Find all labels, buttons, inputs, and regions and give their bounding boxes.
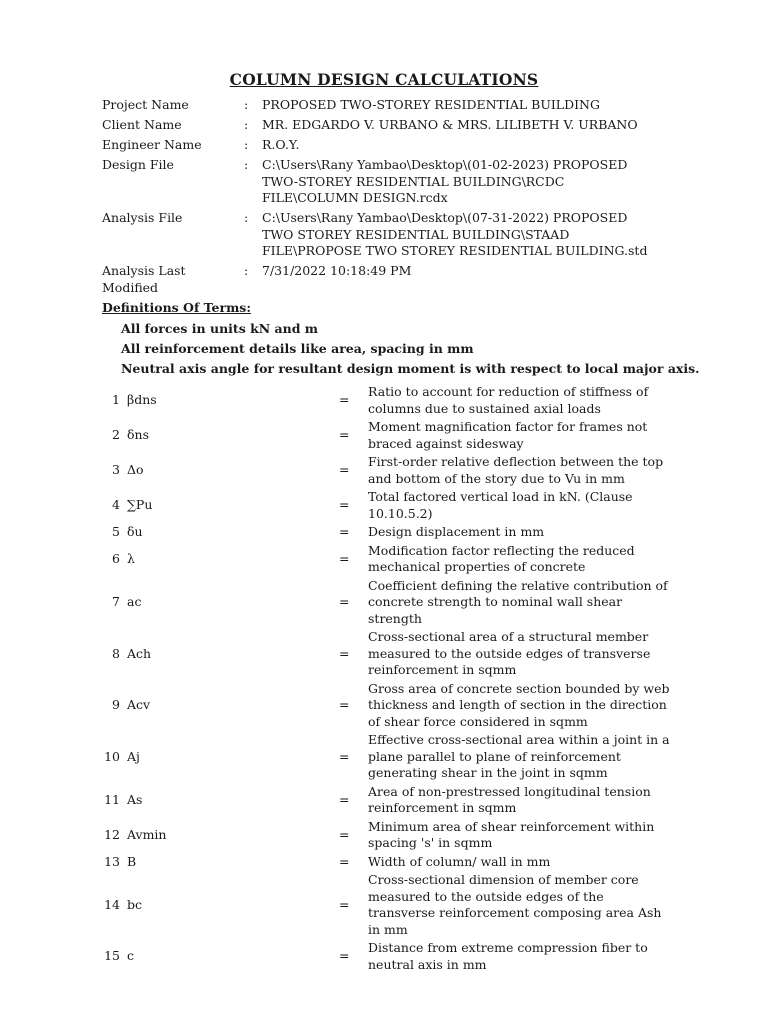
info-row-engineer-name [102, 137, 682, 154]
term-row [100, 524, 680, 541]
term-description: Distance from extreme compression fiber to neutral axis in mm [368, 940, 648, 972]
term-description: Coefficient defining the relative contribution of concrete strength to nominal wall shear strength [368, 577, 668, 626]
term-equals: = [339, 948, 350, 964]
info-label: Client Name [102, 117, 182, 132]
term-number: 13 [104, 853, 120, 869]
term-symbol: λ [127, 550, 135, 566]
term-row [100, 419, 680, 452]
term-row [100, 940, 680, 973]
term-description: First-order relative deflection between the top and bottom of the story due to Vu in mm [368, 454, 664, 486]
term-symbol: Ach [127, 645, 152, 661]
info-colon: : [244, 210, 249, 225]
term-number: 2 [112, 427, 120, 443]
term-row [100, 454, 680, 487]
term-number: 10 [104, 748, 120, 764]
term-symbol: As [127, 791, 143, 807]
note-reinforcement: All reinforcement details like area, spacing in mm [121, 341, 474, 356]
project-info [102, 97, 682, 300]
term-equals: = [339, 594, 350, 609]
terms-table [100, 384, 680, 975]
term-description: Ratio to account for reduction of stiffness of columns due to sustained axial loads [368, 384, 649, 416]
term-row [100, 543, 680, 576]
info-value: C:\Users\Rany Yambao\Desktop\(01-02-2023) PROPOSED TWO-STOREY RESIDENTIAL BUILDING\RCDC FILE\COLUMN DESIGN.rcdx [262, 157, 628, 205]
term-number: 11 [104, 791, 120, 807]
notes-list [121, 321, 721, 381]
definitions-heading: Definitions Of Terms: [102, 300, 251, 315]
term-symbol: δns [127, 427, 149, 443]
term-row [100, 784, 680, 817]
info-colon: : [244, 117, 249, 132]
term-equals: = [339, 524, 350, 539]
term-equals: = [339, 826, 350, 842]
term-description: Total factored vertical load in kN. (Clause 10.10.5.2) [368, 489, 633, 521]
term-row [100, 732, 680, 782]
info-row-design-file [102, 157, 682, 207]
term-description: Area of non-prestressed longitudinal tension reinforcement in sqmm [368, 783, 651, 815]
term-row [100, 578, 680, 628]
term-row [100, 854, 680, 871]
info-colon: : [244, 137, 249, 152]
term-number: 5 [112, 524, 120, 539]
info-value: MR. EDGARDO V. URBANO & MRS. LILIBETH V. URBANO [262, 117, 638, 132]
info-colon: : [244, 97, 249, 112]
term-symbol: ∑Pu [127, 497, 153, 513]
term-number: 6 [112, 550, 120, 566]
note-units: All forces in units kN and m [121, 321, 319, 336]
info-value: C:\Users\Rany Yambao\Desktop\(07-31-2022) PROPOSED TWO STOREY RESIDENTIAL BUILDING\STAAD FILE\PROPOSE TWO STOREY RESIDENTIAL BUILDING.std [262, 210, 648, 258]
info-row-analysis-file [102, 210, 682, 260]
term-equals: = [339, 853, 350, 869]
info-colon: : [244, 157, 249, 172]
term-description: Modification factor reflecting the reduced mechanical properties of concrete [368, 542, 635, 574]
term-equals: = [339, 896, 350, 912]
info-label: Engineer Name [102, 137, 202, 152]
term-row [100, 489, 680, 522]
term-symbol: Avmin [127, 826, 167, 842]
term-equals: = [339, 645, 350, 661]
term-row [100, 819, 680, 852]
term-symbol: δu [127, 524, 143, 539]
term-number: 3 [112, 462, 120, 478]
term-row [100, 681, 680, 731]
term-description: Minimum area of shear reinforcement within spacing 's' in sqmm [368, 818, 655, 850]
term-number: 14 [104, 896, 120, 912]
term-equals: = [339, 748, 350, 764]
term-number: 15 [104, 948, 120, 964]
note-neutral-axis: Neutral axis angle for resultant design moment is with respect to local major axis. [121, 361, 700, 376]
info-label: Design File [102, 157, 174, 172]
term-number: 4 [112, 497, 120, 513]
info-label: Analysis File [102, 210, 183, 225]
term-description: Width of column/ wall in mm [368, 853, 551, 869]
term-equals: = [339, 550, 350, 566]
term-number: 7 [112, 594, 120, 609]
term-symbol: Aj [127, 748, 140, 764]
term-description: Design displacement in mm [368, 524, 545, 539]
info-colon: : [244, 263, 249, 278]
term-equals: = [339, 392, 350, 408]
term-description: Gross area of concrete section bounded by web thickness and length of section in the direction of shear force considered in sqmm [368, 680, 670, 729]
term-description: Effective cross-sectional area within a joint in a plane parallel to plane of reinforcement generating shear in the joint in sqmm [368, 732, 670, 780]
term-equals: = [339, 462, 350, 478]
info-value: R.O.Y. [262, 137, 300, 152]
info-label: Project Name [102, 97, 189, 112]
term-equals: = [339, 497, 350, 513]
term-description: Cross-sectional dimension of member core measured to the outside edges of the transverse reinforcement composing area Ash in mm [368, 872, 662, 937]
term-symbol: B [127, 853, 137, 869]
term-row [100, 384, 680, 417]
info-row-analysis-last-modified [102, 263, 682, 296]
info-value: 7/31/2022 10:18:49 PM [262, 263, 412, 278]
info-label: Analysis Last Modified [102, 263, 186, 295]
term-number: 12 [104, 826, 120, 842]
term-row [100, 872, 680, 938]
info-value: PROPOSED TWO-STOREY RESIDENTIAL BUILDING [262, 97, 600, 112]
term-symbol: ac [127, 594, 142, 609]
term-number: 1 [112, 392, 120, 408]
term-equals: = [339, 427, 350, 443]
term-description: Moment magnification factor for frames not braced against sidesway [368, 419, 648, 451]
term-symbol: βdns [127, 392, 157, 408]
term-equals: = [339, 791, 350, 807]
page-title: COLUMN DESIGN CALCULATIONS [229, 70, 539, 89]
term-row [100, 629, 680, 679]
term-symbol: c [127, 948, 135, 964]
term-symbol: bc [127, 896, 143, 912]
term-number: 8 [112, 645, 120, 661]
info-row-project-name [102, 97, 682, 114]
term-description: Cross-sectional area of a structural member measured to the outside edges of transverse reinforcement in sqmm [368, 629, 651, 677]
term-number: 9 [112, 697, 120, 712]
term-symbol: Acv [127, 697, 151, 712]
term-equals: = [339, 697, 350, 712]
info-row-client-name [102, 117, 682, 134]
term-symbol: Δo [127, 462, 144, 478]
